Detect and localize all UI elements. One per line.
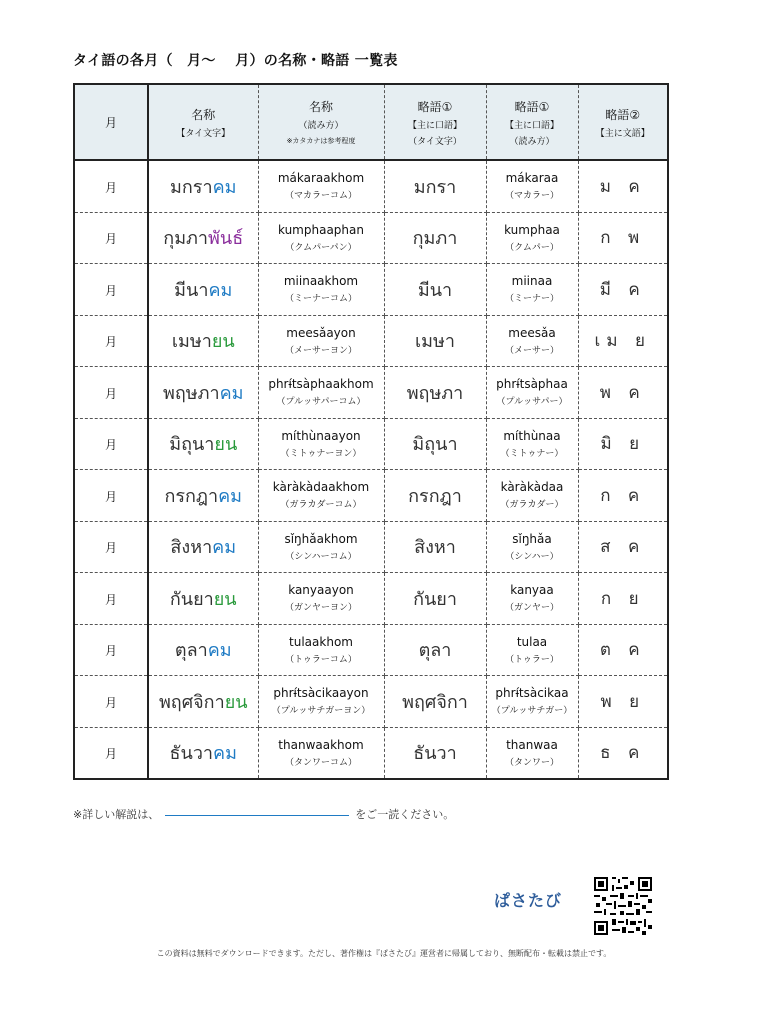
footer-copyright: この資料は無料でダウンロードできます。ただし、著作権は『ぱさたび』運営者に帰属しており、無断配布・転載は禁止です。: [156, 949, 612, 958]
thai-name-base: ธันวา: [169, 743, 214, 765]
cell-abbr2: ส ค: [578, 521, 668, 573]
cell-short-reading: tulaa （トゥラー）: [486, 624, 578, 676]
thai-name-base: กันยา: [169, 588, 214, 610]
thai-name-suffix: คม: [213, 743, 237, 765]
table-row: [74, 573, 668, 625]
thai-name-suffix: ยน: [224, 691, 248, 713]
cell-month: 月: [74, 264, 148, 316]
cell-reading: kàràkàdaakhom （ガラカダーコム）: [258, 470, 384, 522]
note-suffix: をご一読ください。: [355, 808, 455, 821]
cell-short-thai: เมษา: [384, 315, 486, 367]
thai-name-base: กรกฎา: [164, 485, 219, 507]
cell-month: 月: [74, 624, 148, 676]
brand-logo: ぱさたび: [494, 891, 563, 910]
cell-thai-name: [148, 315, 258, 367]
cell-short-thai: ธันวา: [384, 727, 486, 779]
cell-reading: kumphaaphan （クムパーパン）: [258, 212, 384, 264]
cell-month: 月: [74, 367, 148, 419]
cell-month: 月: [74, 470, 148, 522]
cell-short-reading: miinaa （ミーナー）: [486, 264, 578, 316]
cell-abbr2: เม ย: [578, 315, 668, 367]
thai-name-suffix: คม: [207, 640, 232, 662]
cell-short-thai: ตุลา: [384, 624, 486, 676]
cell-short-reading: sǐŋhǎa （シンハー）: [486, 521, 578, 573]
cell-short-reading: phrɨ́tsàcikaa （プルッサチガー）: [486, 676, 578, 728]
table-header-row: [74, 84, 668, 160]
cell-reading: tulaakhom （トゥラーコム）: [258, 624, 384, 676]
cell-thai-name: [148, 212, 258, 264]
cell-abbr2: ต ค: [578, 624, 668, 676]
cell-abbr2: ม ค: [578, 160, 668, 212]
cell-thai-name: [148, 676, 258, 728]
cell-reading: meesǎayon （メーサーヨン）: [258, 315, 384, 367]
table-row: [74, 315, 668, 367]
cell-short-reading: thanwaa （タンワー）: [486, 727, 578, 779]
cell-thai-name: [148, 624, 258, 676]
cell-abbr2: ก ค: [578, 470, 668, 522]
cell-reading: mákaraakhom （マカラーコム）: [258, 160, 384, 212]
cell-month: 月: [74, 727, 148, 779]
table-row: [74, 624, 668, 676]
cell-reading: sǐŋhǎakhom （シンハーコム）: [258, 521, 384, 573]
table-row: [74, 367, 668, 419]
header-name: 名称 【タイ文字】: [148, 84, 258, 160]
cell-short-thai: พฤศจิกา: [384, 676, 486, 728]
cell-thai-name: [148, 521, 258, 573]
page-title: タイ語の各月（ 月〜 月）の名称・略語 一覧表: [73, 53, 398, 69]
thai-name-base: มีนา: [174, 279, 209, 301]
cell-short-reading: kanyaa （ガンヤー）: [486, 573, 578, 625]
cell-short-reading: phrɨ́tsàphaa （プルッサパー）: [486, 367, 578, 419]
cell-short-reading: kàràkàdaa （ガラカダー）: [486, 470, 578, 522]
cell-short-thai: สิงหา: [384, 521, 486, 573]
thai-name-base: ตุลา: [174, 640, 208, 662]
table-row: [74, 212, 668, 264]
cell-month: 月: [74, 160, 148, 212]
thai-name-base: พฤศจิกา: [158, 691, 225, 713]
header-reading: 名称 （読み方） ※カタカナは参考程度: [258, 84, 384, 160]
thai-name-suffix: คม: [212, 176, 237, 198]
table-row: [74, 160, 668, 212]
table-row: [74, 418, 668, 470]
note-blank-line: [165, 815, 349, 816]
table-row: [74, 470, 668, 522]
cell-reading: míthùnaayon （ミトゥナーヨン）: [258, 418, 384, 470]
thai-name-suffix: ยน: [213, 588, 237, 610]
thai-name-suffix: พันธ์: [208, 228, 244, 250]
cell-reading: kanyaayon （ガンヤーヨン）: [258, 573, 384, 625]
table-row: [74, 521, 668, 573]
cell-month: 月: [74, 212, 148, 264]
note-line: [73, 806, 454, 822]
cell-abbr2: พ ย: [578, 676, 668, 728]
cell-thai-name: [148, 264, 258, 316]
cell-month: 月: [74, 676, 148, 728]
cell-abbr2: ก ย: [578, 573, 668, 625]
thai-name-suffix: ยน: [211, 331, 235, 353]
cell-abbr2: ธ ค: [578, 727, 668, 779]
cell-reading: phrɨ́tsàphaakhom （プルッサパーコム）: [258, 367, 384, 419]
header-abbr1-thai: 略語① 【主に口語】 （タイ文字）: [384, 84, 486, 160]
cell-thai-name: [148, 470, 258, 522]
cell-thai-name: [148, 418, 258, 470]
cell-short-reading: kumphaa （クムパー）: [486, 212, 578, 264]
cell-short-thai: กุมภา: [384, 212, 486, 264]
cell-reading: phrɨ́tsàcikaayon （プルッサチガーヨン）: [258, 676, 384, 728]
thai-name-suffix: คม: [212, 537, 237, 559]
cell-short-reading: meesǎa （メーサー）: [486, 315, 578, 367]
month-table: [73, 83, 669, 780]
thai-name-suffix: ยน: [214, 434, 238, 456]
thai-name-base: มกรา: [170, 176, 213, 198]
cell-thai-name: [148, 160, 258, 212]
header-abbr1-reading: 略語① 【主に口語】 （読み方）: [486, 84, 578, 160]
cell-abbr2: ก พ: [578, 212, 668, 264]
cell-short-reading: míthùnaa （ミトゥナー）: [486, 418, 578, 470]
cell-abbr2: พ ค: [578, 367, 668, 419]
thai-name-base: พฤษภา: [162, 382, 220, 404]
cell-short-thai: มกรา: [384, 160, 486, 212]
table-row: [74, 264, 668, 316]
qr-code-icon: [594, 877, 652, 935]
cell-thai-name: [148, 367, 258, 419]
cell-short-thai: พฤษภา: [384, 367, 486, 419]
table-row: [74, 676, 668, 728]
cell-month: 月: [74, 418, 148, 470]
cell-thai-name: [148, 727, 258, 779]
thai-name-base: มิถุนา: [169, 434, 215, 456]
cell-short-thai: มิถุนา: [384, 418, 486, 470]
cell-reading: miinaakhom （ミーナーコム）: [258, 264, 384, 316]
cell-month: 月: [74, 521, 148, 573]
note-prefix: ※詳しい解説は、: [73, 808, 160, 821]
cell-thai-name: [148, 573, 258, 625]
header-month: 月: [74, 84, 148, 160]
cell-short-thai: กันยา: [384, 573, 486, 625]
table-row: [74, 727, 668, 779]
thai-name-base: สิงหา: [170, 537, 213, 559]
cell-abbr2: มิ ย: [578, 418, 668, 470]
thai-name-suffix: คม: [208, 279, 233, 301]
cell-reading: thanwaakhom （タンワーコム）: [258, 727, 384, 779]
cell-month: 月: [74, 315, 148, 367]
header-abbr2: 略語② 【主に文語】: [578, 84, 668, 160]
thai-name-base: กุมภา: [163, 228, 209, 250]
thai-name-base: เมษา: [171, 331, 212, 353]
thai-name-suffix: คม: [218, 485, 243, 507]
cell-abbr2: มี ค: [578, 264, 668, 316]
cell-short-thai: กรกฎา: [384, 470, 486, 522]
thai-name-suffix: คม: [219, 382, 244, 404]
cell-month: 月: [74, 573, 148, 625]
cell-short-reading: mákaraa （マカラー）: [486, 160, 578, 212]
cell-short-thai: มีนา: [384, 264, 486, 316]
